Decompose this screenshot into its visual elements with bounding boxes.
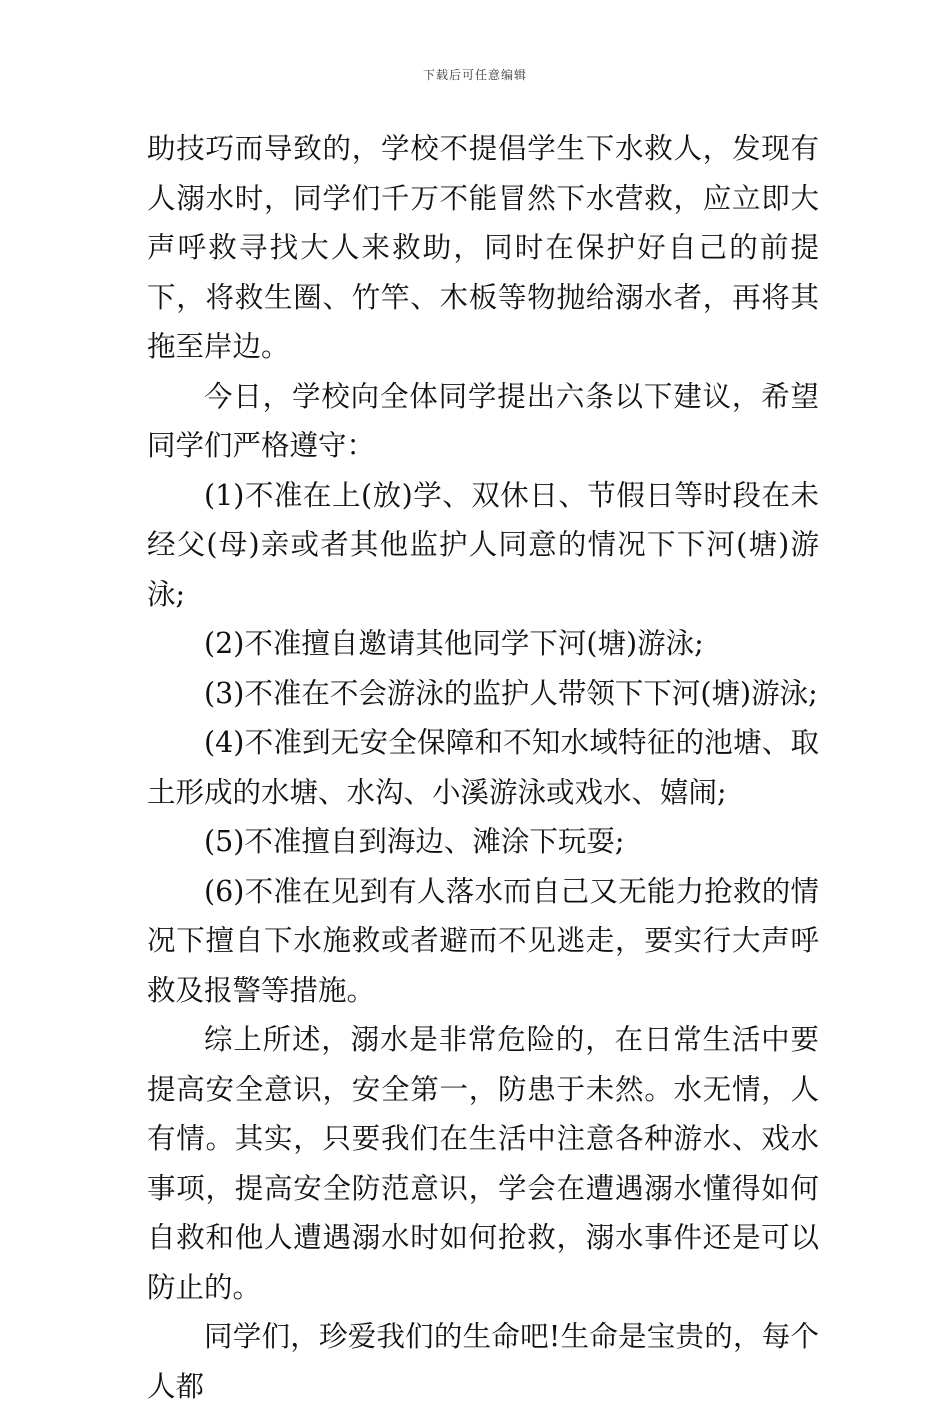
list-item-rule-2: (2)不准擅自邀请其他同学下河(塘)游泳; — [204, 627, 704, 660]
list-item-rule-6: (6)不准在见到有人落水而自己又无能力抢救的情况下擅自下水施救或者避而不见逃走，要实行大声呼救及报警等措施。 — [147, 874, 819, 1007]
document-body — [147, 124, 819, 1411]
paragraph-closing: 同学们，珍爱我们的生命吧!生命是宝贵的，每个人都 — [147, 1320, 819, 1403]
page-header-note: 下载后可任意编辑 — [422, 68, 527, 82]
paragraph-continuation: 助技巧而导致的，学校不提倡学生下水救人，发现有人溺水时，同学们千万不能冒然下水营救，应立即大声呼救寻找大人来救助，同时在保护好自己的前提下，将救生圈、竹竿、木板等物抛给溺水者，再将其拖至岸边。 — [147, 132, 819, 363]
list-item-rule-1: (1)不准在上(放)学、双休日、节假日等时段在未经父(母)亲或者其他监护人同意的情况下下河(塘)游泳; — [147, 478, 819, 611]
list-item-rule-5: (5)不准擅自到海边、滩涂下玩耍; — [204, 825, 625, 858]
list-item-rule-3: (3)不准在不会游泳的监护人带领下下河(塘)游泳; — [204, 676, 818, 710]
list-item-rule-4: (4)不准到无安全保障和不知水域特征的池塘、取土形成的水塘、水沟、小溪游泳或戏水、嬉闹; — [147, 726, 819, 809]
paragraph-suggestions-intro: 今日，学校向全体同学提出六条以下建议，希望同学们严格遵守： — [147, 379, 819, 462]
paragraph-summary: 综上所述，溺水是非常危险的，在日常生活中要提高安全意识，安全第一，防患于未然。水无情，人有情。其实，只要我们在生活中注意各种游水、戏水事项，提高安全防范意识，学会在遭遇溺水懂得如何自救和他人遭遇溺水时如何抢救，溺水事件还是可以防止的。 — [147, 1023, 819, 1304]
